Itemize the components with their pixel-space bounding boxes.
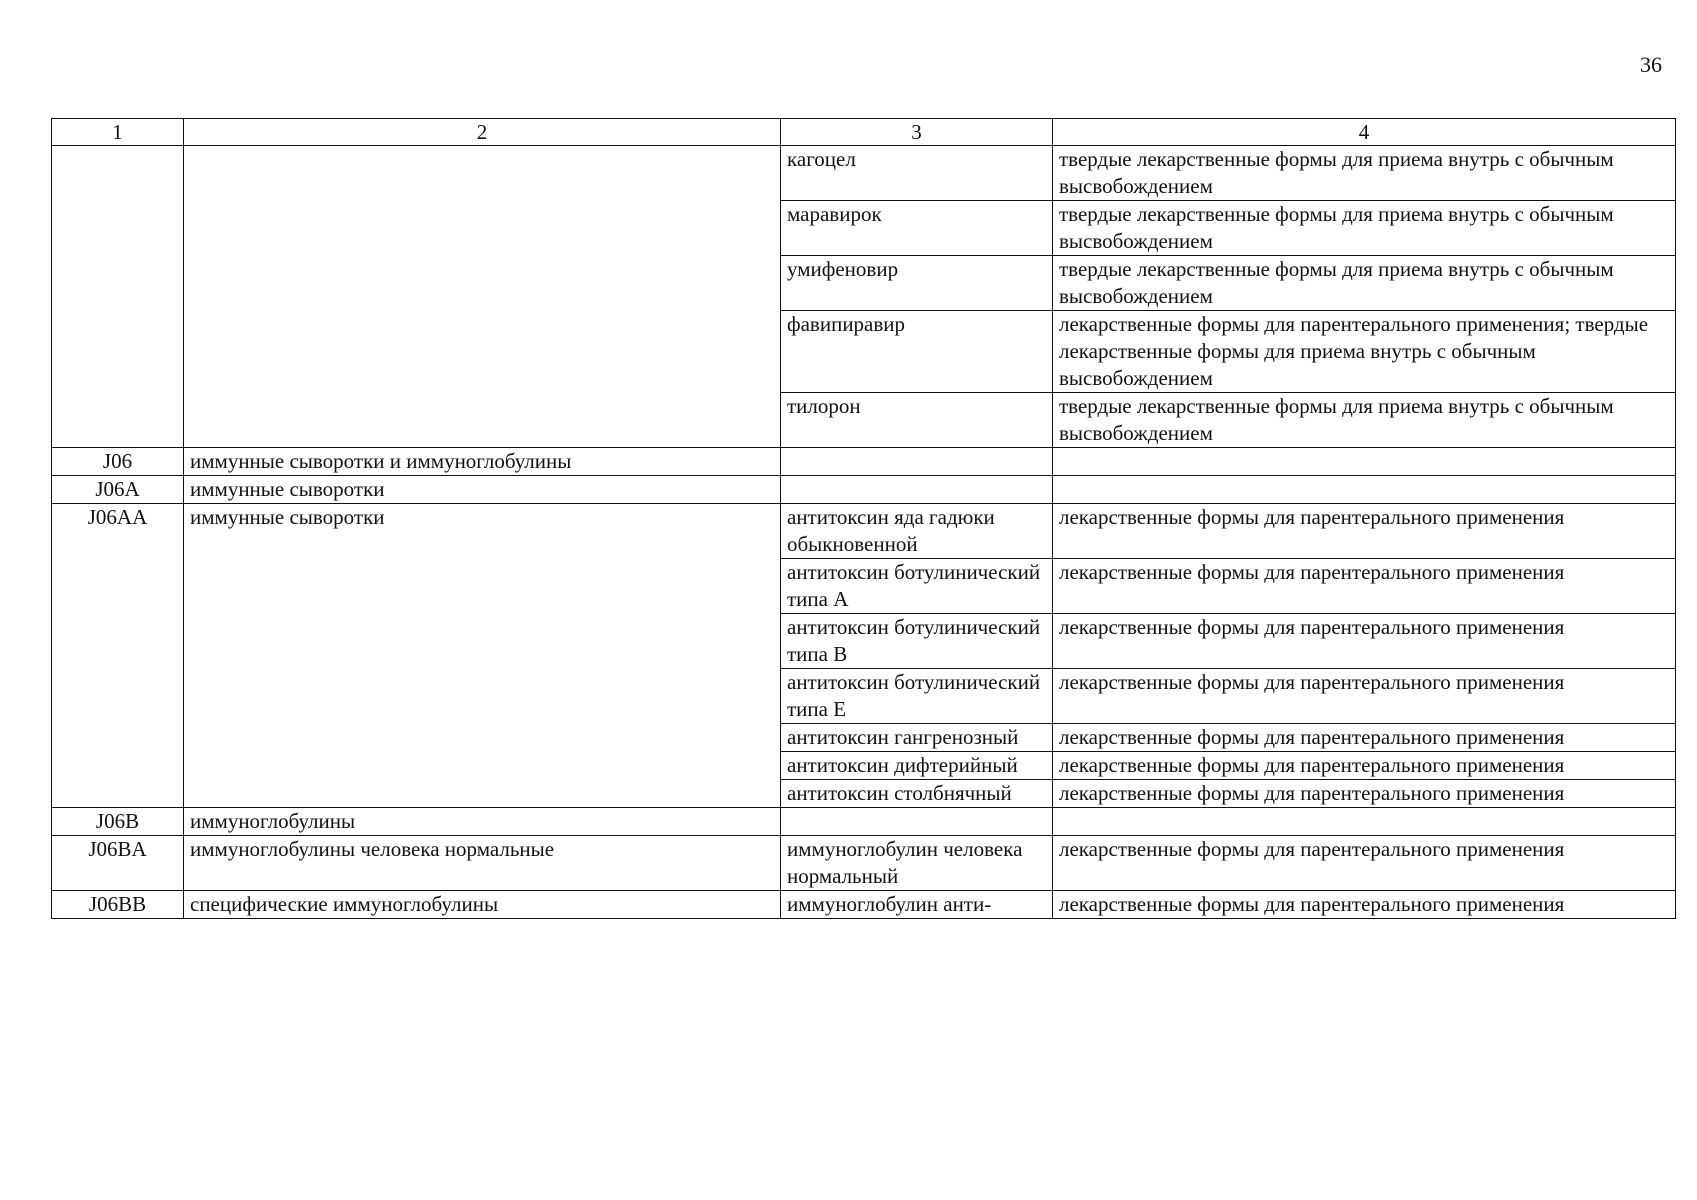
atc-group-cell: иммунные сыворотки	[184, 476, 781, 504]
column-header-2: 2	[184, 119, 781, 146]
drug-name-cell: умифеновир	[781, 256, 1053, 311]
atc-code-cell: J06B	[52, 808, 184, 836]
dosage-form-cell: твердые лекарственные формы для приема внутрь с обычным высвобождением	[1053, 393, 1676, 448]
atc-group-cell	[184, 146, 781, 448]
table-row	[52, 504, 1676, 559]
atc-code-cell: J06AA	[52, 504, 184, 808]
dosage-form-cell: лекарственные формы для парентерального применения	[1053, 752, 1676, 780]
table-row	[52, 476, 1676, 504]
dosage-form-cell: лекарственные формы для парентерального применения	[1053, 669, 1676, 724]
table-row	[52, 836, 1676, 891]
drug-name-cell: фавипиравир	[781, 311, 1053, 393]
dosage-form-cell: лекарственные формы для парентерального применения	[1053, 724, 1676, 752]
drug-name-cell: маравирок	[781, 201, 1053, 256]
atc-code-cell: J06A	[52, 476, 184, 504]
dosage-form-cell: лекарственные формы для парентерального применения	[1053, 614, 1676, 669]
drug-name-cell: антитоксин дифтерийный	[781, 752, 1053, 780]
table-row	[52, 146, 1676, 201]
drug-name-cell	[781, 808, 1053, 836]
drug-name-cell: антитоксин гангренозный	[781, 724, 1053, 752]
column-header-1: 1	[52, 119, 184, 146]
atc-group-cell: иммунные сыворотки и иммуноглобулины	[184, 448, 781, 476]
atc-group-cell: иммуноглобулины человека нормальные	[184, 836, 781, 891]
atc-group-cell: иммуноглобулины	[184, 808, 781, 836]
drug-name-cell: иммуноглобулин человека нормальный	[781, 836, 1053, 891]
atc-code-cell: J06BB	[52, 891, 184, 919]
page-number: 36	[1640, 52, 1662, 77]
column-header-3: 3	[781, 119, 1053, 146]
dosage-form-cell	[1053, 476, 1676, 504]
drug-name-cell: антитоксин ботулинический типа B	[781, 614, 1053, 669]
column-header-4: 4	[1053, 119, 1676, 146]
atc-group-cell: специфические иммуноглобулины	[184, 891, 781, 919]
atc-code-cell	[52, 146, 184, 448]
drug-name-cell: антитоксин ботулинический типа A	[781, 559, 1053, 614]
drug-name-cell: иммуноглобулин анти-	[781, 891, 1053, 919]
drug-name-cell	[781, 476, 1053, 504]
atc-group-cell: иммунные сыворотки	[184, 504, 781, 808]
dosage-form-cell: твердые лекарственные формы для приема внутрь с обычным высвобождением	[1053, 201, 1676, 256]
dosage-form-cell: твердые лекарственные формы для приема внутрь с обычным высвобождением	[1053, 256, 1676, 311]
dosage-form-cell	[1053, 808, 1676, 836]
dosage-form-cell: лекарственные формы для парентерального применения	[1053, 891, 1676, 919]
dosage-form-cell: лекарственные формы для парентерального применения	[1053, 504, 1676, 559]
table-row	[52, 808, 1676, 836]
drug-name-cell: антитоксин ботулинический типа E	[781, 669, 1053, 724]
table-header-row	[52, 119, 1676, 146]
dosage-form-cell: лекарственные формы для парентерального применения	[1053, 780, 1676, 808]
atc-code-cell: J06	[52, 448, 184, 476]
drug-name-cell	[781, 448, 1053, 476]
table-row	[52, 448, 1676, 476]
dosage-form-cell: лекарственные формы для парентерального применения	[1053, 836, 1676, 891]
drug-name-cell: антитоксин яда гадюки обыкновенной	[781, 504, 1053, 559]
table-row	[52, 891, 1676, 919]
drug-list-table	[51, 118, 1676, 919]
drug-name-cell: кагоцел	[781, 146, 1053, 201]
dosage-form-cell: лекарственные формы для парентерального применения; твердые лекарственные формы для приема внутрь с обычным высвобождением	[1053, 311, 1676, 393]
dosage-form-cell	[1053, 448, 1676, 476]
dosage-form-cell: твердые лекарственные формы для приема внутрь с обычным высвобождением	[1053, 146, 1676, 201]
atc-code-cell: J06BA	[52, 836, 184, 891]
dosage-form-cell: лекарственные формы для парентерального применения	[1053, 559, 1676, 614]
drug-name-cell: тилорон	[781, 393, 1053, 448]
drug-name-cell: антитоксин столбнячный	[781, 780, 1053, 808]
